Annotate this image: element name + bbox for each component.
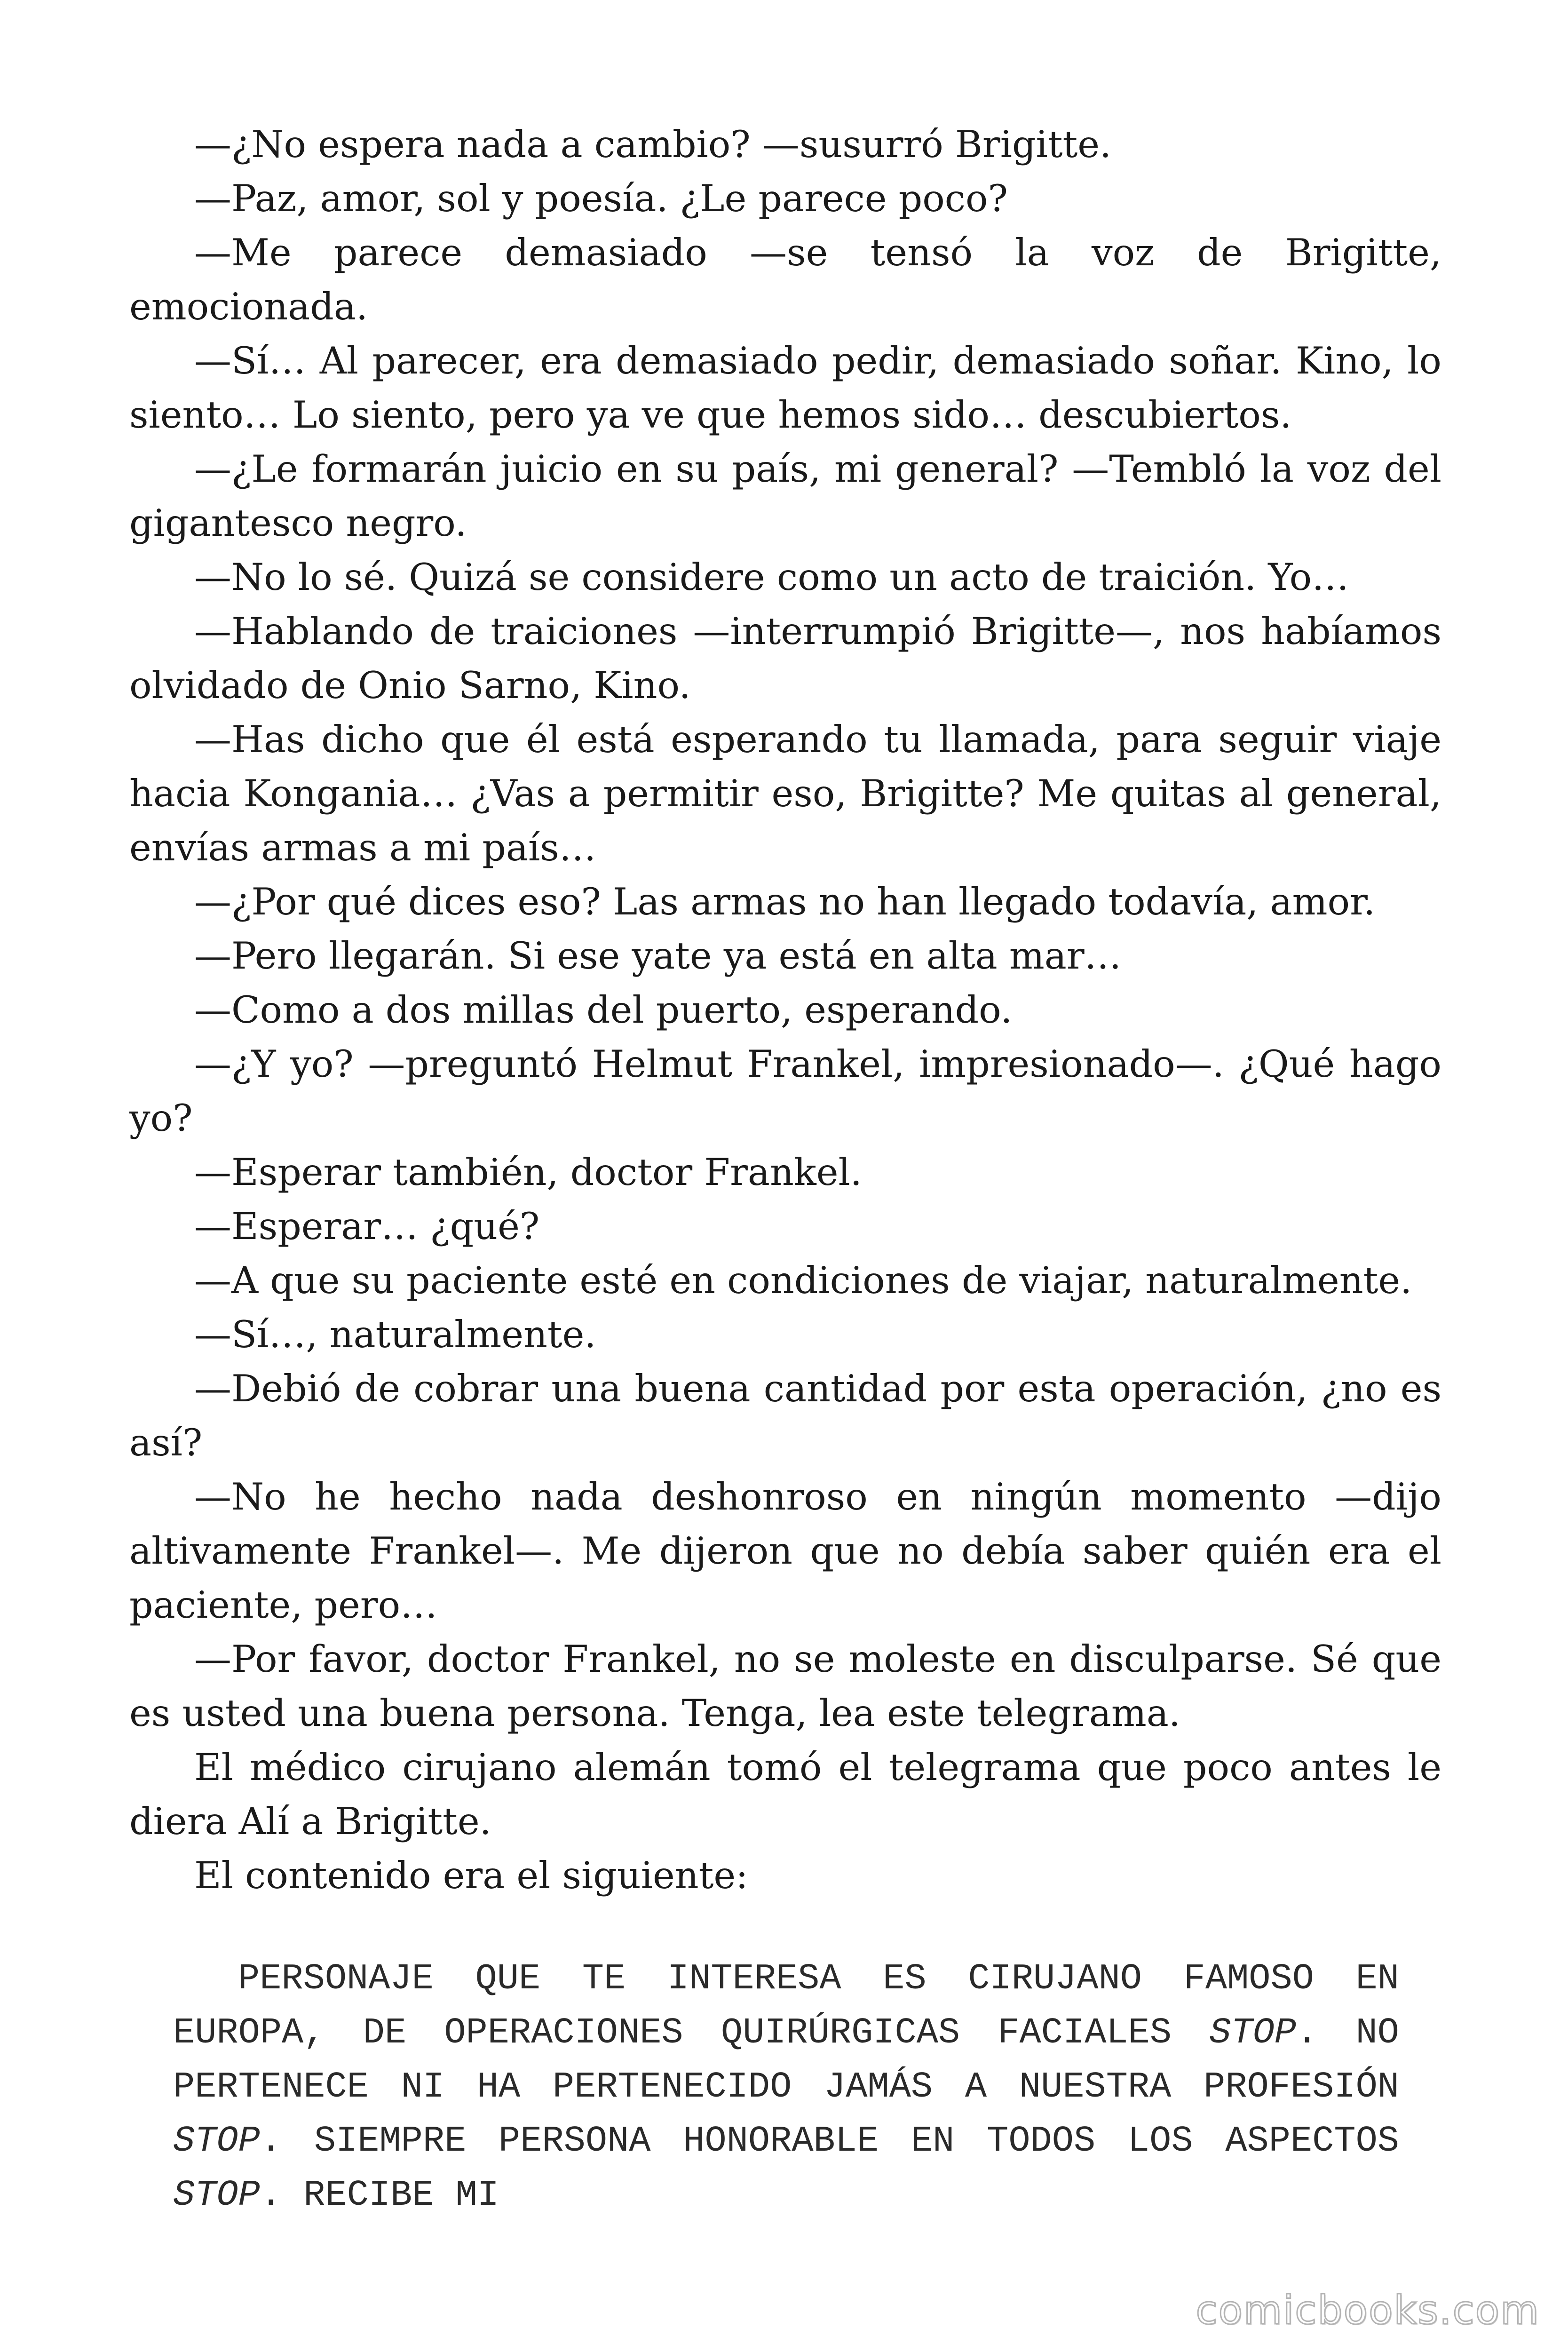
paragraph: —¿Le formarán juicio en su país, mi general? —Tembló la voz del gigantesco negro. — [129, 447, 1441, 545]
paragraph: —Sí…, naturalmente. — [194, 1313, 596, 1356]
telegram-text — [173, 1952, 1399, 2223]
paragraph: —No he hecho nada deshonroso en ningún momento —dijo altivamente Frankel—. Me dijeron que no debía saber quién era el paciente, pero… — [129, 1475, 1441, 1627]
paragraph: —Pero llegarán. Si ese yate ya está en alta mar… — [194, 934, 1122, 977]
paragraph: —Debió de cobrar una buena cantidad por esta operación, ¿no es así? — [129, 1367, 1441, 1464]
paragraph: El contenido era el siguiente: — [194, 1854, 748, 1897]
telegram-segment: . SIEMPRE PERSONA HONORABLE EN TODOS LOS ASPECTOS — [260, 2121, 1399, 2162]
paragraph: —A que su paciente esté en condiciones de viajar, naturalmente. — [194, 1259, 1412, 1302]
telegram-stop: STOP — [173, 2121, 260, 2162]
paragraph: —Hablando de traiciones —interrumpió Brigitte—, nos habíamos olvidado de Onio Sarno, Kino. — [129, 610, 1441, 707]
paragraph: —Sí… Al parecer, era demasiado pedir, demasiado soñar. Kino, lo siento… Lo siento, pero ya ve que hemos sido… descubiertos. — [129, 339, 1441, 437]
watermark: comicbooks.com — [1196, 2287, 1540, 2333]
paragraph: —Por favor, doctor Frankel, no se moleste en disculparse. Sé que es usted una buena persona. Tenga, lea este telegrama. — [129, 1637, 1441, 1735]
telegram-segment: . RECIBE MI — [260, 2175, 499, 2216]
paragraph: —¿Y yo? —preguntó Helmut Frankel, impresionado—. ¿Qué hago yo? — [129, 1042, 1441, 1140]
paragraph: —Me parece demasiado —se tensó la voz de Brigitte, emocionada. — [129, 231, 1441, 328]
paragraph: —¿Por qué dices eso? Las armas no han llegado todavía, amor. — [194, 880, 1376, 923]
paragraph: —Esperar… ¿qué? — [194, 1205, 540, 1248]
paragraph: —¿No espera nada a cambio? —susurró Brigitte. — [194, 123, 1112, 166]
paragraph: —No lo sé. Quizá se considere como un acto de traición. Yo… — [194, 556, 1349, 599]
paragraph: —Paz, amor, sol y poesía. ¿Le parece poco? — [194, 177, 1008, 220]
telegram-stop: STOP — [173, 2175, 260, 2216]
prose-body — [129, 118, 1441, 1903]
telegram-segment: PERSONAJE QUE TE INTERESA ES CIRUJANO FAMOSO EN EUROPA, DE OPERACIONES QUIRÚRGICAS FACIALES — [173, 1959, 1399, 2054]
telegram-stop: STOP — [1209, 2013, 1297, 2054]
paragraph: —Como a dos millas del puerto, esperando. — [194, 988, 1013, 1032]
paragraph: El médico cirujano alemán tomó el telegrama que poco antes le diera Alí a Brigitte. — [129, 1746, 1441, 1843]
telegram-segment: . NO PERTENECE NI HA PERTENECIDO JAMÁS A NUESTRA PROFESIÓN — [173, 2013, 1399, 2108]
paragraph: —Has dicho que él está esperando tu llamada, para seguir viaje hacia Kongania… ¿Vas a permitir eso, Brigitte? Me quitas al general, envías armas a mi país… — [129, 718, 1441, 869]
paragraph: —Esperar también, doctor Frankel. — [194, 1151, 862, 1194]
